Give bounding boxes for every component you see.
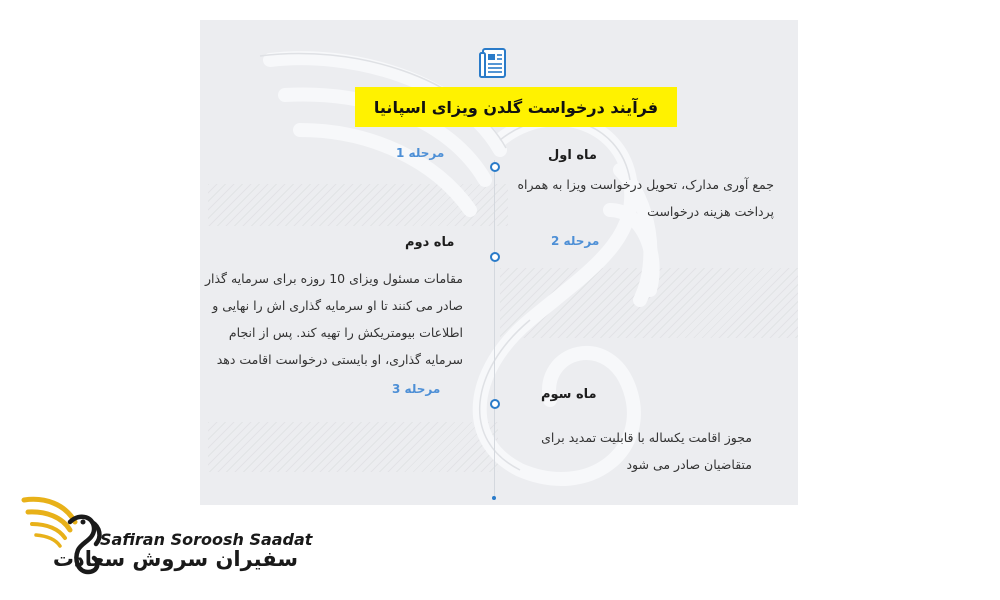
timeline-dot-2 [490, 252, 500, 262]
description-line: متقاضیان صادر می شود [626, 457, 752, 472]
stage-label-1: مرحله 1 [396, 146, 445, 160]
month-label-1: ماه اول [548, 148, 597, 163]
description-line: جمع آوری مدارک، تحویل درخواست ویزا به همراه [517, 177, 774, 192]
timeline-dot-3 [490, 399, 500, 409]
brand-name-english: Safiran Soroosh Saadat [100, 530, 313, 549]
stage-label-3: مرحله 3 [392, 382, 441, 396]
month-label-2: ماه دوم [405, 235, 455, 250]
description-line: پرداخت هزینه درخواست [647, 204, 774, 219]
description-line: اطلاعات بیومتریکش را تهیه کند. پس از انجام [228, 325, 463, 340]
newspaper-icon [478, 46, 510, 82]
description-line: صادر می کنند تا او سرمایه گذاری اش را نهایی و [212, 298, 463, 313]
description-line: مجوز اقامت یکساله با قابلیت تمدید برای [541, 430, 752, 445]
infographic-panel [200, 20, 798, 505]
swan-logo-icon [20, 492, 110, 587]
description-line: مقامات مسئول ویزای 10 روزه برای سرمایه گذار [204, 271, 463, 286]
brand-logo [20, 492, 313, 587]
step-description-3 [541, 424, 752, 478]
step-description-1 [517, 171, 774, 225]
description-line: سرمایه گذاری، او بایستی درخواست اقامت دهد [216, 352, 463, 367]
month-label-3: ماه سوم [541, 387, 597, 402]
page-title: فرآیند درخواست گلدن ویزای اسپانیا [355, 87, 677, 127]
step-description-2 [205, 265, 463, 373]
brand-name-persian: سفیران سروش سعادت [52, 547, 298, 571]
timeline-dot-1 [490, 162, 500, 172]
timeline-line [494, 160, 495, 500]
stage-label-2: مرحله 2 [551, 234, 600, 248]
timeline-end-dot [492, 496, 496, 500]
